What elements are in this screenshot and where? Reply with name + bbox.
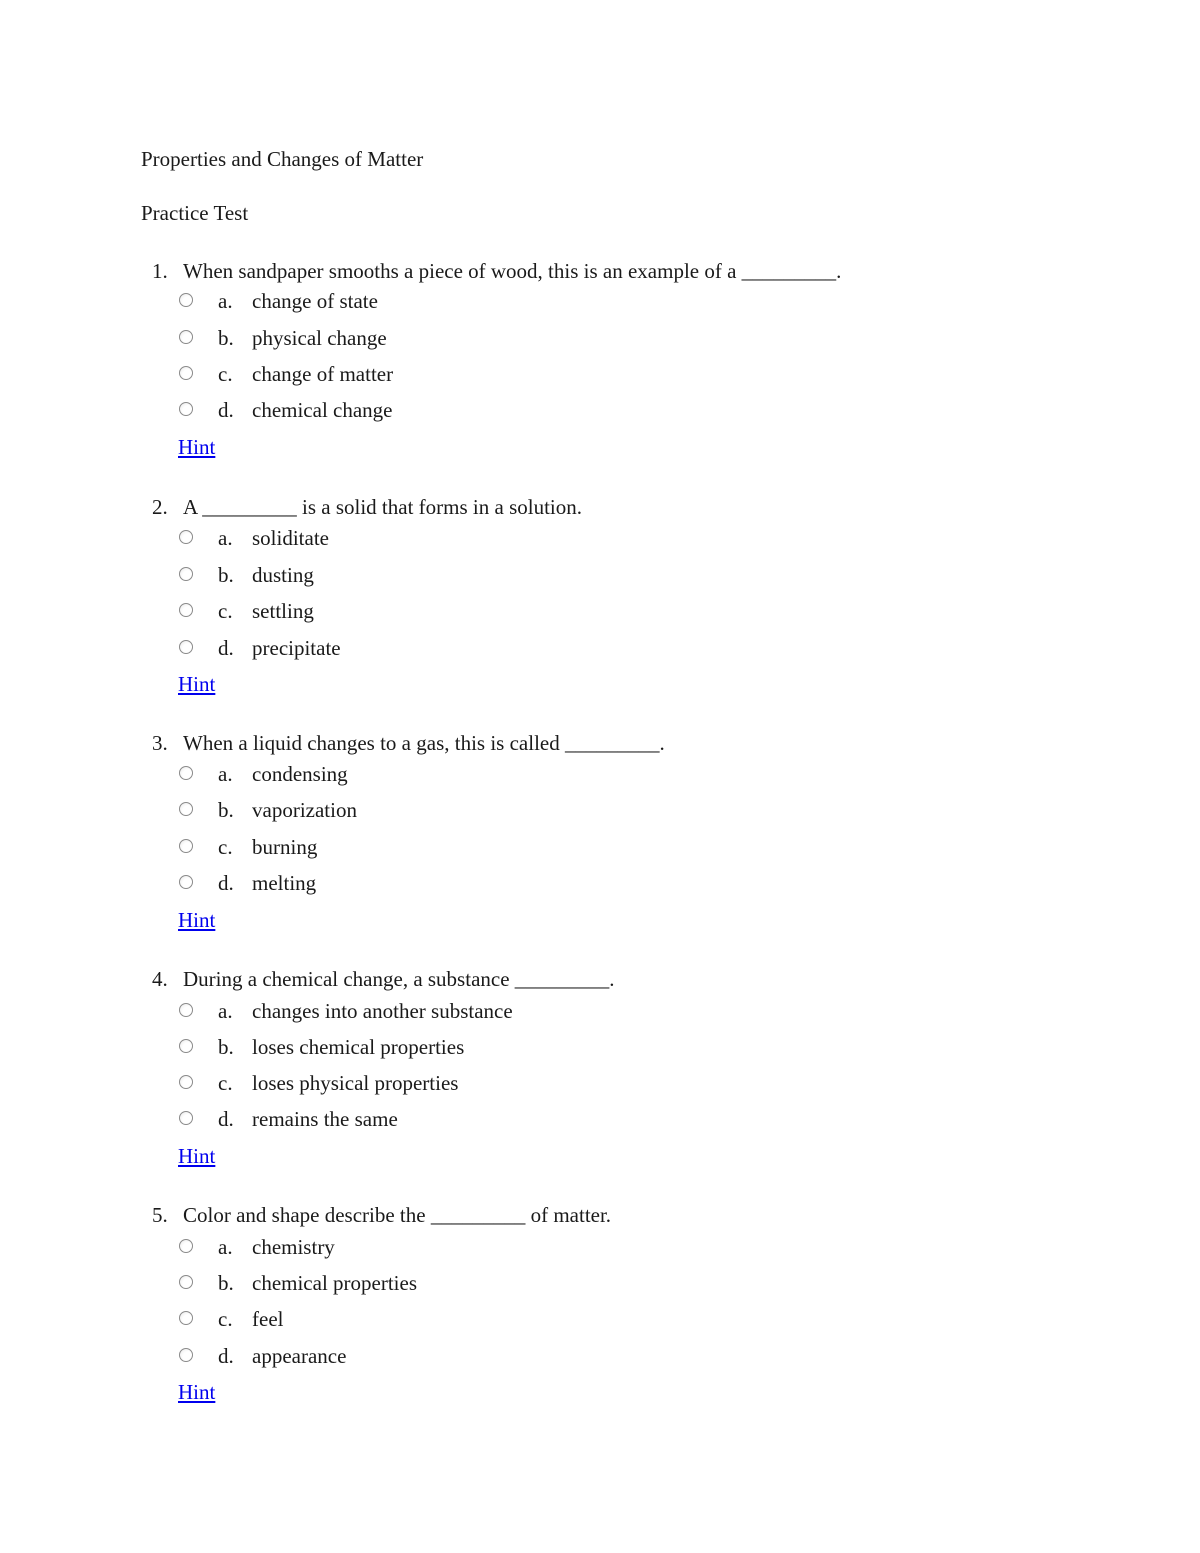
option-text: vaporization xyxy=(252,798,357,822)
option-text: chemical change xyxy=(252,398,393,422)
question-3 xyxy=(0,730,1200,940)
option-c[interactable] xyxy=(0,835,700,865)
option-letter: b. xyxy=(218,563,234,587)
option-letter: d. xyxy=(218,398,234,422)
question-5 xyxy=(0,1202,1200,1412)
option-letter: c. xyxy=(218,1307,233,1331)
option-d[interactable] xyxy=(0,1344,700,1374)
option-text: loses chemical properties xyxy=(252,1035,465,1059)
radio-button-icon[interactable] xyxy=(179,640,193,654)
option-text: loses physical properties xyxy=(252,1071,459,1095)
option-text: burning xyxy=(252,835,318,859)
option-text: remains the same xyxy=(252,1107,398,1131)
radio-button-icon[interactable] xyxy=(179,567,193,581)
option-c[interactable] xyxy=(0,599,700,629)
question-text: A _________ is a solid that forms in a solution. xyxy=(183,495,582,519)
option-text: settling xyxy=(252,599,314,623)
radio-button-icon[interactable] xyxy=(179,330,193,344)
option-a[interactable] xyxy=(0,1235,700,1265)
question-4 xyxy=(0,966,1200,1176)
option-text: soliditate xyxy=(252,526,329,550)
option-text: chemical properties xyxy=(252,1271,418,1295)
option-c[interactable] xyxy=(0,1307,700,1337)
option-d[interactable] xyxy=(0,871,700,901)
option-b[interactable] xyxy=(0,1035,700,1065)
option-b[interactable] xyxy=(0,563,700,593)
radio-button-icon[interactable] xyxy=(179,603,193,617)
option-a[interactable] xyxy=(0,526,700,556)
hint-link[interactable]: Hint xyxy=(178,1144,216,1168)
option-text: dusting xyxy=(252,563,314,587)
option-text: changes into another substance xyxy=(252,999,513,1023)
radio-button-icon[interactable] xyxy=(179,875,193,889)
radio-button-icon[interactable] xyxy=(179,839,193,853)
document-title: Properties and Changes of Matter xyxy=(141,147,424,171)
radio-button-icon[interactable] xyxy=(179,402,193,416)
radio-button-icon[interactable] xyxy=(179,1111,193,1125)
option-a[interactable] xyxy=(0,289,700,319)
hint-link[interactable]: Hint xyxy=(178,672,216,696)
document-subtitle: Practice Test xyxy=(141,201,249,225)
option-c[interactable] xyxy=(0,362,700,392)
question-number: 4. xyxy=(152,967,168,991)
radio-button-icon[interactable] xyxy=(179,1075,193,1089)
radio-button-icon[interactable] xyxy=(179,1039,193,1053)
hint-link[interactable]: Hint xyxy=(178,435,216,459)
radio-button-icon[interactable] xyxy=(179,766,193,780)
option-letter: a. xyxy=(218,999,233,1023)
hint-link[interactable]: Hint xyxy=(178,908,216,932)
option-letter: b. xyxy=(218,326,234,350)
option-letter: d. xyxy=(218,1344,234,1368)
question-number: 5. xyxy=(152,1203,168,1227)
option-text: chemistry xyxy=(252,1235,335,1259)
radio-button-icon[interactable] xyxy=(179,802,193,816)
question-text: When a liquid changes to a gas, this is called _________. xyxy=(183,731,665,755)
radio-button-icon[interactable] xyxy=(179,366,193,380)
option-d[interactable] xyxy=(0,1107,700,1137)
question-text: Color and shape describe the _________ of matter. xyxy=(183,1203,612,1227)
radio-button-icon[interactable] xyxy=(179,1348,193,1362)
radio-button-icon[interactable] xyxy=(179,1311,193,1325)
option-letter: b. xyxy=(218,1035,234,1059)
option-text: feel xyxy=(252,1307,284,1331)
option-letter: a. xyxy=(218,526,233,550)
option-letter: b. xyxy=(218,1271,234,1295)
option-d[interactable] xyxy=(0,398,700,428)
option-text: change of matter xyxy=(252,362,394,386)
radio-button-icon[interactable] xyxy=(179,1003,193,1017)
hint-link[interactable]: Hint xyxy=(178,1380,216,1404)
option-letter: a. xyxy=(218,1235,233,1259)
option-letter: c. xyxy=(218,362,233,386)
option-a[interactable] xyxy=(0,999,700,1029)
option-text: appearance xyxy=(252,1344,347,1368)
radio-button-icon[interactable] xyxy=(179,530,193,544)
option-text: physical change xyxy=(252,326,387,350)
question-text: During a chemical change, a substance _________. xyxy=(183,967,615,991)
option-a[interactable] xyxy=(0,762,700,792)
option-text: melting xyxy=(252,871,317,895)
radio-button-icon[interactable] xyxy=(179,1239,193,1253)
option-letter: c. xyxy=(218,599,233,623)
question-number: 3. xyxy=(152,731,168,755)
option-letter: c. xyxy=(218,835,233,859)
option-c[interactable] xyxy=(0,1071,700,1101)
question-1 xyxy=(0,258,1200,468)
option-letter: d. xyxy=(218,636,234,660)
option-letter: a. xyxy=(218,289,233,313)
question-number: 2. xyxy=(152,495,168,519)
option-b[interactable] xyxy=(0,1271,700,1301)
option-letter: d. xyxy=(218,871,234,895)
option-b[interactable] xyxy=(0,798,700,828)
question-2 xyxy=(0,494,1200,704)
option-letter: c. xyxy=(218,1071,233,1095)
option-text: precipitate xyxy=(252,636,341,660)
option-letter: b. xyxy=(218,798,234,822)
radio-button-icon[interactable] xyxy=(179,293,193,307)
question-number: 1. xyxy=(152,259,168,283)
radio-button-icon[interactable] xyxy=(179,1275,193,1289)
option-text: change of state xyxy=(252,289,378,313)
option-b[interactable] xyxy=(0,326,700,356)
option-letter: d. xyxy=(218,1107,234,1131)
option-letter: a. xyxy=(218,762,233,786)
option-d[interactable] xyxy=(0,636,700,666)
question-text: When sandpaper smooths a piece of wood, this is an example of a _________. xyxy=(183,259,842,283)
option-text: condensing xyxy=(252,762,348,786)
